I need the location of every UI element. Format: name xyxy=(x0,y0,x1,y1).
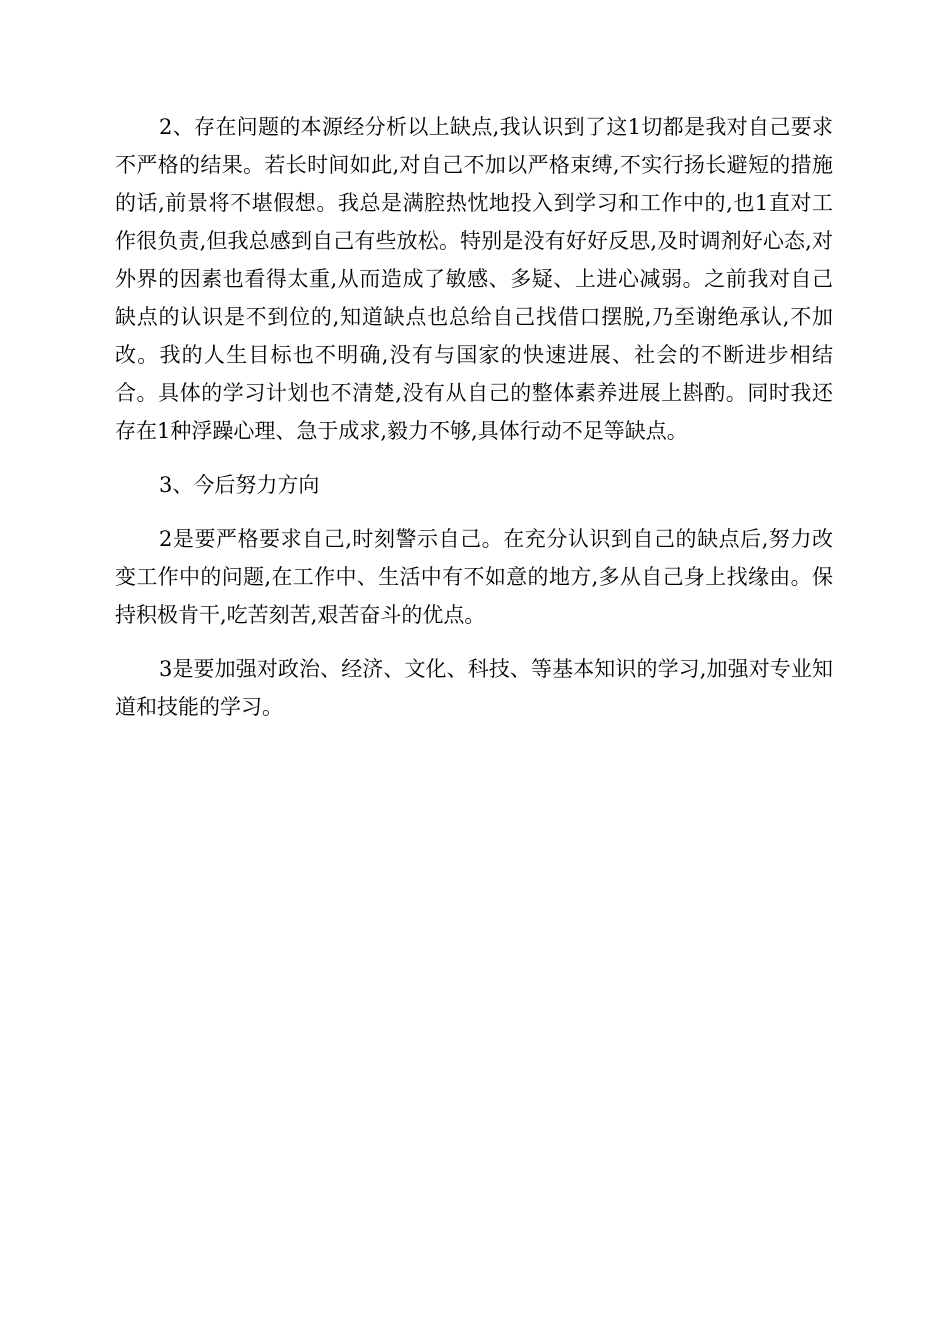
heading-future-direction: 3、今后努力方向 xyxy=(159,473,320,497)
paragraph-strengthen-learning: 3是要加强对政治、经济、文化、科技、等基本知识的学习,加强对专业知道和技能的学习。 xyxy=(115,657,833,719)
paragraph-strict-self-requirement: 2是要严格要求自己,时刻警示自己。在充分认识到自己的缺点后,努力改变工作中的问题,在工作中、生活中有不如意的地方,多从自己身上找缘由。保持积极肯干,吃苦刻苦,艰苦奋斗的优点。 xyxy=(115,527,833,627)
document-body xyxy=(115,108,833,742)
paragraph-root-causes: 2、存在问题的本源经分析以上缺点,我认识到了这1切都是我对自己要求不严格的结果。若长时间如此,对自己不加以严格束缚,不实行扬长避短的措施的话,前景将不堪假想。我总是满腔热忱地投入到学习和工作中的,也1直对工作很负责,但我总感到自己有些放松。特别是没有好好反思,及时调剂好心态,对外界的因素也看得太重,从而造成了敏感、多疑、上进心减弱。之前我对自己缺点的认识是不到位的,知道缺点也总给自己找借口摆脱,乃至谢绝承认,不加改。我的人生目标也不明确,没有与国家的快速进展、社会的不断进步相结合。具体的学习计划也不清楚,没有从自己的整体素养进展上斟酌。同时我还存在1种浮躁心理、急于成求,毅力不够,具体行动不足等缺点。 xyxy=(115,115,833,443)
